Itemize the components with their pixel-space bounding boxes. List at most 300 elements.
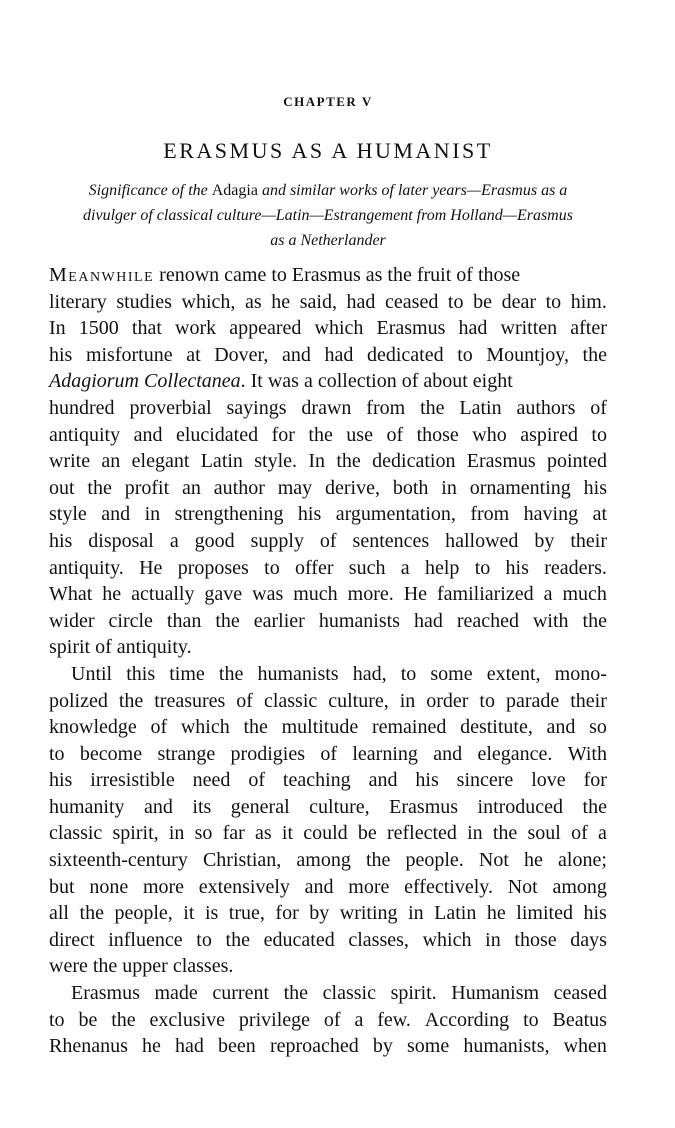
word: earlier (253, 609, 305, 632)
word: Christian, (202, 849, 282, 872)
word: a (354, 1008, 364, 1031)
word: of (386, 423, 404, 446)
word: he (271, 290, 291, 313)
synopsis-line-2: divulger of classical culture—Latin—Estrangement from Holland—Erasmus (83, 207, 573, 224)
text-line (49, 501, 607, 528)
text-line (49, 262, 607, 289)
word: had (413, 609, 443, 632)
word: style. (254, 450, 298, 473)
word: of (319, 529, 337, 552)
word: hundred (49, 396, 115, 419)
word: derive, (325, 476, 380, 499)
word: that (131, 317, 162, 340)
word: in (408, 902, 424, 925)
word: all (49, 902, 69, 925)
word: wider (49, 609, 95, 632)
text-line (49, 528, 607, 555)
text-line (49, 874, 607, 901)
word: remained (371, 716, 447, 739)
word: few. (377, 1008, 411, 1031)
word: people. (405, 849, 464, 872)
word: he (102, 583, 122, 606)
word: he (524, 849, 543, 872)
word: and (304, 875, 334, 898)
word: the (336, 450, 361, 473)
word: than (166, 609, 202, 632)
word: his (415, 769, 439, 792)
word: Beatus (552, 1008, 607, 1031)
word: appeared (229, 317, 302, 340)
word: the (582, 609, 607, 632)
word: but (49, 875, 75, 898)
word: Latin (200, 450, 243, 473)
text-line (49, 581, 607, 608)
text-line (49, 980, 607, 1007)
text-line (49, 315, 607, 342)
word: having (523, 503, 579, 526)
word: to (400, 662, 417, 685)
word: Rhenanus (49, 1035, 128, 1058)
word: at (186, 343, 201, 366)
word: Humanism (451, 982, 540, 1005)
word: the (365, 849, 391, 872)
word: said, (299, 290, 337, 313)
word: In (308, 450, 326, 473)
word: learning (352, 742, 418, 765)
word: the (215, 609, 240, 632)
word: literary (49, 290, 107, 313)
word: sayings (226, 396, 287, 419)
word: the (118, 689, 144, 712)
word: their (570, 529, 607, 552)
text-line (49, 661, 607, 688)
word: to (49, 742, 65, 765)
word: made (154, 982, 198, 1005)
word: was (252, 583, 284, 606)
word: as (244, 290, 262, 313)
word: he (142, 1035, 161, 1058)
word: be (473, 290, 492, 313)
word: a (597, 822, 607, 845)
word: those (416, 423, 459, 446)
word: Latin (459, 396, 502, 419)
word: be (357, 822, 377, 845)
word: sincere (456, 769, 514, 792)
word: of (323, 1008, 341, 1031)
word: profit (124, 476, 170, 499)
word: strengthening (174, 503, 284, 526)
synopsis-text: and similar works of later years—Erasmus as a (261, 182, 568, 199)
text-line (49, 847, 607, 874)
word: by (372, 1035, 393, 1058)
word: a (400, 556, 410, 579)
word: to (457, 343, 473, 366)
word: culture, (328, 689, 389, 712)
word: the (582, 343, 607, 366)
word: authors (516, 396, 576, 419)
word: and (546, 716, 576, 739)
word: among (296, 849, 351, 872)
word: with (532, 609, 569, 632)
word: of (571, 822, 588, 845)
word: and (144, 795, 173, 818)
word: much (562, 583, 607, 606)
text-line (49, 475, 607, 502)
word: elegant (131, 450, 190, 473)
word: ceased (553, 982, 607, 1005)
word: his (583, 476, 607, 499)
word: be (78, 1008, 98, 1031)
word: out (49, 476, 75, 499)
word: in (168, 822, 185, 845)
word: to (591, 423, 607, 446)
word: hallowed (445, 529, 519, 552)
word: and (433, 742, 463, 765)
word: his (49, 343, 73, 366)
text-run (49, 262, 520, 289)
word: some (407, 1035, 450, 1058)
word: He (403, 583, 428, 606)
word: teaching (282, 769, 351, 792)
word: so (194, 822, 213, 845)
word: sentences (352, 529, 430, 552)
word: limited (516, 902, 573, 925)
word: offer (295, 556, 334, 579)
word: antiquity. (49, 556, 124, 579)
word: had, (352, 662, 387, 685)
word: aspired (520, 423, 578, 446)
word: may (277, 476, 313, 499)
word: spirit. (390, 982, 437, 1005)
word: humanists (318, 609, 400, 632)
text-line (49, 767, 607, 794)
word: effectively. (404, 875, 493, 898)
word: some (430, 662, 473, 685)
word: of (590, 396, 607, 419)
word: gave (204, 583, 243, 606)
word: who (472, 423, 507, 446)
word: the (87, 476, 112, 499)
synopsis-line-1 (49, 178, 607, 203)
word: become (79, 742, 143, 765)
word: need (192, 769, 231, 792)
synopsis-adagia: Adagia (211, 182, 258, 199)
word: true, (228, 902, 265, 925)
word: to (264, 556, 280, 579)
word: knowledge (49, 716, 137, 739)
word: more. (347, 583, 394, 606)
word: classes, (348, 928, 409, 951)
text-line (49, 820, 607, 847)
word: actually (131, 583, 195, 606)
word: far (222, 822, 245, 845)
word: had (346, 290, 376, 313)
text-line (49, 794, 607, 821)
word: sixteenth-century (49, 849, 188, 872)
word: dear (501, 290, 536, 313)
word: as (255, 822, 272, 845)
word: which (422, 928, 472, 951)
word: classic (322, 982, 376, 1005)
word: spirit, (112, 822, 159, 845)
word: it (281, 822, 294, 845)
word: from (366, 396, 406, 419)
word: style (49, 503, 87, 526)
word: of (150, 716, 168, 739)
word: their (570, 689, 607, 712)
word: exclusive (149, 1008, 226, 1031)
word: studies (116, 290, 172, 313)
word: the (79, 902, 104, 925)
word: misfortune (85, 343, 173, 366)
text-run (49, 368, 513, 395)
word: among (552, 875, 607, 898)
word: none (89, 875, 129, 898)
word: those (514, 928, 557, 951)
word: 1500 (78, 317, 119, 340)
word: an (101, 450, 121, 473)
word: a (543, 583, 553, 606)
text-line (49, 422, 607, 449)
word: circle (108, 609, 153, 632)
text-line (49, 927, 607, 954)
chapter-label: CHAPTER V (283, 94, 373, 109)
word: had (324, 343, 354, 366)
word: when (563, 1035, 607, 1058)
word: irresistible (90, 769, 175, 792)
word: a (169, 529, 179, 552)
word: in (441, 476, 457, 499)
text-line (49, 368, 607, 395)
word: disposal (88, 529, 154, 552)
word: influence (108, 928, 183, 951)
word: multitude (281, 716, 359, 739)
word: Not (507, 875, 538, 898)
word: soul (527, 822, 561, 845)
word: What (49, 583, 93, 606)
word: supply (250, 529, 304, 552)
word: and (368, 769, 398, 792)
text-line (49, 395, 607, 422)
word: to (49, 1008, 65, 1031)
word: the (283, 982, 309, 1005)
word: polized (49, 689, 108, 712)
word: writing (339, 902, 398, 925)
word: Erasmus (71, 982, 140, 1005)
word: its (192, 795, 212, 818)
word: an (182, 476, 201, 499)
text-line (49, 289, 607, 316)
text-line: were the upper classes. (49, 955, 234, 978)
word: With (567, 742, 607, 765)
word: it (183, 902, 195, 925)
word: for (583, 769, 607, 792)
word: strange (157, 742, 216, 765)
word: written (500, 317, 558, 340)
word: the (243, 716, 268, 739)
word: his (505, 556, 529, 579)
text-line: spirit of antiquity. (49, 636, 192, 659)
word: is (204, 902, 219, 925)
word: ornamenting (469, 476, 571, 499)
word: reached (456, 609, 519, 632)
word: to (196, 928, 212, 951)
body-text (49, 262, 607, 1060)
text-line (49, 342, 607, 369)
word: the (225, 928, 250, 951)
word: educated (263, 928, 335, 951)
text-run: renown came to Erasmus as the fruit of those (159, 264, 521, 286)
word: this (126, 662, 156, 685)
text-run: . It was a collection of about eight (240, 370, 513, 393)
word: had (175, 1035, 204, 1058)
text-line (49, 688, 607, 715)
text-line (49, 900, 607, 927)
word: Not (478, 849, 509, 872)
word: pointed (547, 450, 607, 473)
word: of (320, 742, 337, 765)
word: alone; (558, 849, 607, 872)
word: introduced (477, 795, 564, 818)
text-line (49, 555, 607, 582)
synopsis-text: Significance of the (88, 182, 208, 199)
word: humanists, (463, 1035, 550, 1058)
word: Mountjoy, (486, 343, 569, 366)
chapter-title: ERASMUS AS A HUMANIST (163, 138, 493, 163)
text-line (49, 714, 607, 741)
word: so (589, 716, 607, 739)
word: humanists (257, 662, 339, 685)
word: culture, (309, 795, 370, 818)
word: drawn (301, 396, 352, 419)
word: readers. (544, 556, 607, 579)
word: humanity (49, 795, 125, 818)
word: direct (49, 928, 95, 951)
word: reflected (386, 822, 457, 845)
word: order (426, 689, 469, 712)
word: good (194, 529, 235, 552)
word: He (139, 556, 163, 579)
word: the (420, 396, 445, 419)
word: use (346, 423, 373, 446)
word: his (49, 529, 73, 552)
word: Dover, (214, 343, 269, 366)
word: work (175, 317, 217, 340)
word: after (570, 317, 607, 340)
word: by (534, 529, 555, 552)
word: general (230, 795, 290, 818)
word: the (308, 423, 333, 446)
word: privilege (238, 1008, 311, 1031)
word: in (144, 503, 161, 526)
word: Latin (434, 902, 477, 925)
word: both (392, 476, 429, 499)
word: and (101, 503, 131, 526)
word: author (213, 476, 265, 499)
word: familiarized (437, 583, 534, 606)
word: for (275, 902, 299, 925)
word: for (271, 423, 295, 446)
word: dedication (372, 450, 456, 473)
word: to (474, 556, 491, 579)
book-title: Adagiorum Collectanea (49, 370, 241, 393)
word: Until (71, 662, 113, 685)
word: the (111, 1008, 136, 1031)
word: current (212, 982, 270, 1005)
word: time (169, 662, 205, 685)
word: elegance. (477, 742, 553, 765)
word: parade (505, 689, 560, 712)
word: In (49, 317, 66, 340)
word: classic (263, 689, 318, 712)
word: by (309, 902, 330, 925)
word: ceased (385, 290, 439, 313)
word: from (470, 503, 510, 526)
word: which (180, 716, 230, 739)
word: destitute, (460, 716, 533, 739)
word: to (447, 290, 464, 313)
word: his (49, 769, 73, 792)
text-line (49, 448, 607, 475)
word: classic (49, 822, 103, 845)
word: reproached (269, 1035, 359, 1058)
word: to (545, 290, 562, 313)
word: in (399, 689, 416, 712)
word: extent, (486, 662, 541, 685)
word: mono- (554, 662, 607, 685)
word: Erasmus (466, 450, 536, 473)
word: more (348, 875, 390, 898)
opening-word: Meanwhile (49, 264, 155, 286)
word: had (458, 317, 488, 340)
word: in (485, 928, 501, 951)
text-line (49, 1033, 607, 1060)
word: which (314, 317, 364, 340)
word: elucidated (175, 423, 259, 446)
word: Erasmus (376, 317, 446, 340)
synopsis-line-3: as a Netherlander (270, 232, 386, 249)
word: help (424, 556, 460, 579)
word: According (424, 1008, 510, 1031)
word: days (570, 928, 607, 951)
word: he (486, 902, 506, 925)
word: antiquity (49, 423, 121, 446)
word: in (467, 822, 483, 845)
word: such (348, 556, 386, 579)
word: could (303, 822, 348, 845)
word: extensively (198, 875, 290, 898)
word: the (218, 662, 244, 685)
word: proposes (177, 556, 249, 579)
word: Erasmus (389, 795, 459, 818)
word: more (142, 875, 185, 898)
word: proverbial (129, 396, 212, 419)
chapter-synopsis (49, 178, 607, 253)
word: him. (570, 290, 607, 313)
word: and (133, 423, 163, 446)
word: dedicated (366, 343, 444, 366)
word: people, (114, 902, 173, 925)
word: to (479, 689, 495, 712)
text-line (49, 1007, 607, 1034)
word: at (592, 503, 607, 526)
word: argumentation, (335, 503, 456, 526)
text-line (49, 741, 607, 768)
word: of (248, 769, 265, 792)
word: been (218, 1035, 256, 1058)
word: the (492, 822, 518, 845)
word: love (531, 769, 566, 792)
